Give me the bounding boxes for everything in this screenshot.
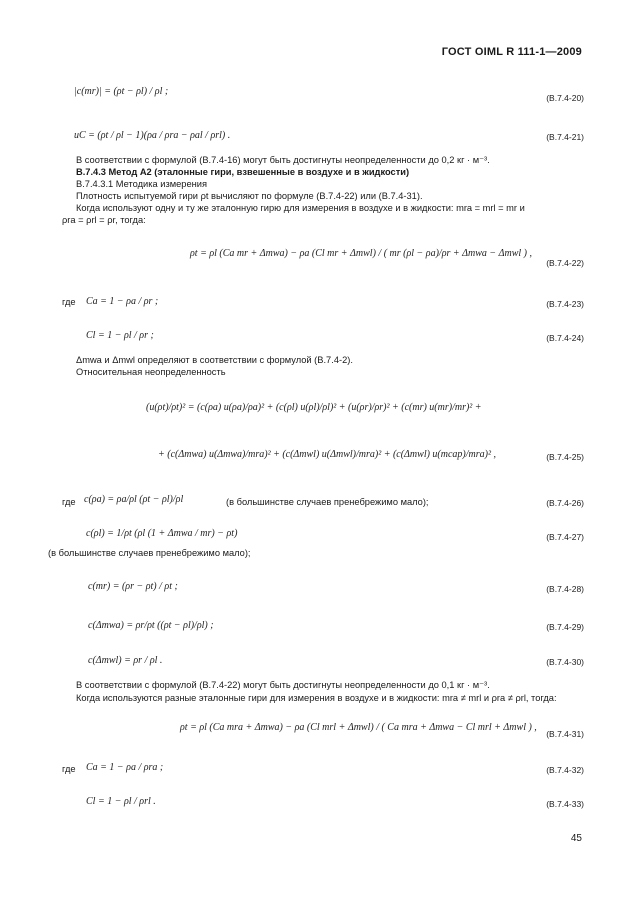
paragraph: Когда используются разные эталонные гири для измерения в воздухе и в жидкости: mra ≠ mrl и ρra ≠ ρrl, тогда: <box>76 693 557 703</box>
equation-number: (B.7.4-28) <box>546 584 584 594</box>
paragraph: Когда используют одну и ту же эталонную гирю для измерения в воздухе и в жидкости: mra = mrl = mr и <box>76 203 525 213</box>
equation-number: (B.7.4-22) <box>546 258 584 268</box>
equation-number: (B.7.4-26) <box>546 498 584 508</box>
equation-b-7-4-30: c(Δmwl) = ρr / ρl . <box>88 655 163 666</box>
equation-number: (B.7.4-33) <box>546 799 584 809</box>
paragraph: Δmwa и Δmwl определяют в соответствии с формулой (B.7.4-2). <box>76 355 353 365</box>
equation-note: (в большинстве случаев пренебрежимо мало); <box>226 497 429 507</box>
equation-b-7-4-33: Cl = 1 − ρl / ρrl . <box>86 796 156 807</box>
equation-b-7-4-31: ρt = ρl (Ca mra + Δmwa) − ρa (Cl mrl + Δmwl) / ( Ca mra + Δmwa − Cl mrl + Δmwl ) , <box>180 722 537 733</box>
equation-b-7-4-25-line1: (u(ρt)/ρt)² = (c(ρa) u(ρa)/ρa)² + (c(ρl) u(ρl)/ρl)² + (u(ρr)/ρr)² + (c(mr) u(mr)/mr)² + <box>146 402 482 413</box>
equation-b-7-4-21: uC = (ρt / ρl − 1)(ρa / ρra − ρal / ρrl) . <box>74 130 231 141</box>
equation-number: (B.7.4-20) <box>546 93 584 103</box>
equation-b-7-4-24: Cl = 1 − ρl / ρr ; <box>86 330 154 341</box>
section-heading: B.7.4.3 Метод А2 (эталонные гири, взвешенные в воздухе и в жидкости) <box>76 167 410 177</box>
where-label: где <box>62 764 76 774</box>
equation-b-7-4-22: ρt = ρl (Ca mr + Δmwa) − ρa (Cl mr + Δmwl) / ( mr (ρl − ρa)/ρr + Δmwa − Δmwl ) , <box>190 248 533 259</box>
page-number: 45 <box>570 833 582 844</box>
equation-b-7-4-32: Ca = 1 − ρa / ρra ; <box>86 762 164 773</box>
equation-number: (B.7.4-21) <box>546 132 584 142</box>
subsection-heading: B.7.4.3.1 Методика измерения <box>76 179 207 189</box>
paragraph: В соответствии с формулой (B.7.4-16) могут быть достигнуты неопределенности до 0,2 кг · м⁻³. <box>76 155 490 165</box>
equation-note: (в большинстве случаев пренебрежимо мало); <box>48 548 251 558</box>
equation-number: (B.7.4-24) <box>546 333 584 343</box>
paragraph: В соответствии с формулой (B.7.4-22) могут быть достигнуты неопределенности до 0,1 кг · м⁻³. <box>76 680 490 690</box>
equation-number: (B.7.4-30) <box>546 657 584 667</box>
where-label: где <box>62 297 76 307</box>
equation-b-7-4-28: c(mr) = (ρr − ρt) / ρt ; <box>88 581 178 592</box>
document-header: ГОСТ OIML R 111-1—2009 <box>441 46 582 58</box>
equation-b-7-4-20: |c(mr)| = (ρt − ρl) / ρl ; <box>74 86 169 97</box>
equation-b-7-4-29: c(Δmwa) = ρr/ρt ((ρt − ρl)/ρl) ; <box>88 620 214 631</box>
equation-b-7-4-26: c(ρa) = ρa/ρl (ρt − ρl)/ρl <box>84 494 184 505</box>
equation-number: (B.7.4-31) <box>546 729 584 739</box>
equation-number: (B.7.4-29) <box>546 622 584 632</box>
equation-b-7-4-23: Ca = 1 − ρa / ρr ; <box>86 296 159 307</box>
paragraph: Плотность испытуемой гири ρt вычисляют по формуле (B.7.4-22) или (B.7.4-31). <box>76 191 423 201</box>
equation-number: (B.7.4-23) <box>546 299 584 309</box>
paragraph: Относительная неопределенность <box>76 367 226 377</box>
equation-number: (B.7.4-27) <box>546 532 584 542</box>
equation-number: (B.7.4-32) <box>546 765 584 775</box>
equation-b-7-4-27: c(ρl) = 1/ρt (ρl (1 + Δmwa / mr) − ρt) <box>86 528 238 539</box>
paragraph: ρra = ρrl = ρr, тогда: <box>62 215 146 225</box>
equation-number: (B.7.4-25) <box>546 452 584 462</box>
where-label: где <box>62 497 76 507</box>
equation-b-7-4-25-line2: + (c(Δmwa) u(Δmwa)/mra)² + (c(Δmwl) u(Δmwl)/mra)² + (c(Δmwl) u(mcap)/mra)² , <box>158 449 496 460</box>
